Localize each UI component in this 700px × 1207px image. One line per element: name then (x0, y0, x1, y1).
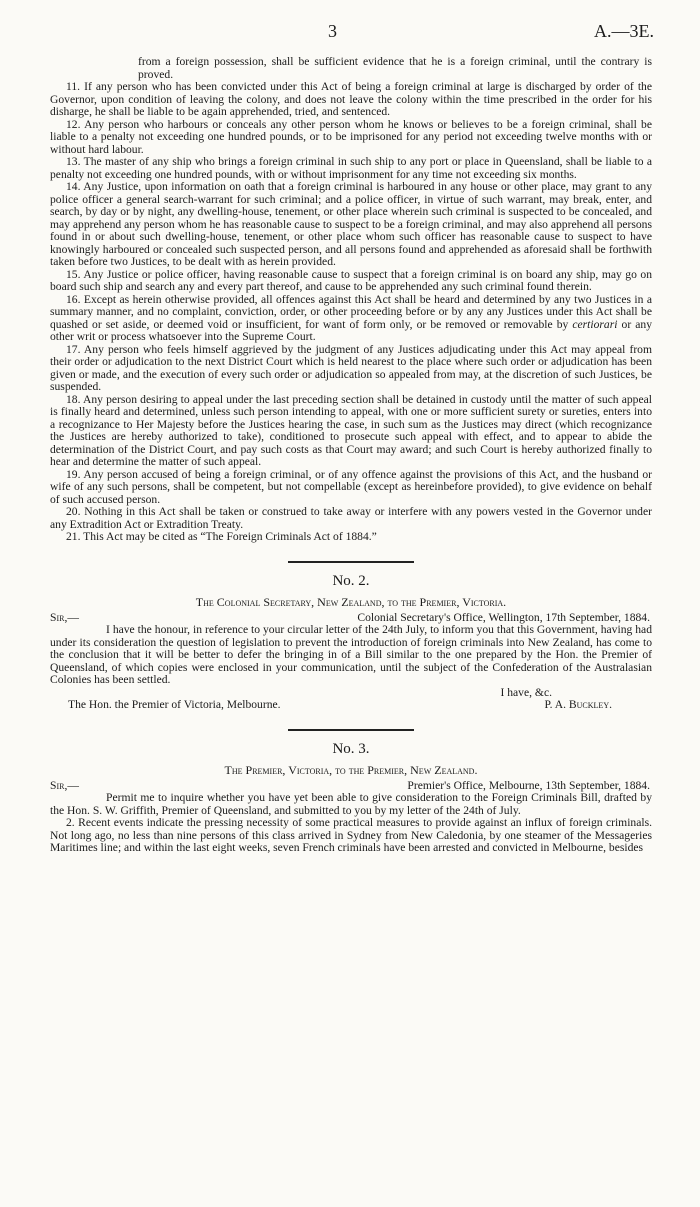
clause-13: 13. The master of any ship who brings a foreign criminal in such ship to any port or place in Queensland, shall be liable to a penalty not exceeding one hundred pounds, with or without imprisonment for any time not exceeding six months. (50, 155, 652, 181)
letter-3-number: No. 3. (332, 740, 370, 757)
section-divider (288, 729, 414, 731)
continuation-text: from a foreign possession, shall be sufficient evidence that he is a foreign criminal, until the contrary is proved. (138, 55, 652, 81)
letter-2-salutation: Sir,— (50, 610, 79, 624)
clause-18: 18. Any person desiring to appeal under the last preceding section shall be detained in custody until the matter of such appeal is finally heard and determined, unless such person intending to appeal, with one or more sufficient surety or sureties, enters into a recognizance to Her Majesty before the Justices hearing the case, in such sum as the Justices may direct (which recognizance the Justices are hereby authorized to take), conditioned to prosecute such appeal with effect, and to appear to abide the determination of the District Court, and pay such costs as that Court may award; and such Court is hereby authorized finally to hear and determine the matter of such appeal. (50, 392, 652, 468)
section-divider (288, 561, 414, 563)
clause-16-text-b: or any other writ or process whatsoever into the Supreme Court. (50, 317, 652, 343)
clause-15: 15. Any Justice or police officer, having reasonable cause to suspect that a foreign criminal is on board any ship, may go on board such ship and search any and every part thereof, and cause to be apprehended any such criminal found therein. (50, 267, 652, 293)
clause-21: 21. This Act may be cited as “The Foreign Criminals Act of 1884.” (66, 530, 377, 543)
clause-11: 11. If any person who has been convicted under this Act of being a foreign criminal at large is discharged by order of the Governor, upon condition of leaving the colony, and does not leave the colony within the time prescribed in the order for his disharge, he shall be liable to be again apprehended, tried, and sentenced. (50, 80, 652, 118)
letter-3-from-to: The Premier, Victoria, to the Premier, New Zealand. (224, 762, 478, 777)
letter-3-paragraph-2: 2. Recent events indicate the pressing necessity of some practical measures to provide against an influx of foreign criminals. Not long ago, no less than nine persons of this class arrived in Sydney from New Caledonia, by one steamer of the Messageries Maritimes line; and within the last eight weeks, seven French criminals have been arrested and convicted in Melbourne, besides (50, 816, 652, 854)
letter-2-closing: I have, &c. (500, 685, 552, 699)
letter-2-body: I have the honour, in reference to your circular letter of the 24th July, to inform you that this Government, having had under its consideration the question of legislation to prevent the introduction of foreign criminals into New Zealand, has come to the conclusion that it will be better to defer the bringing in of a Bill similar to the one prepared by the Hon. the Premier of Queensland, of which copies were enclosed in your communication, until the subject of the Confederation of the Australasian Colonies has been settled. (50, 623, 652, 686)
letter-2-from-to: The Colonial Secretary, New Zealand, to the Premier, Victoria. (195, 594, 507, 609)
letter-2-number: No. 2. (332, 572, 370, 589)
clause-20: 20. Nothing in this Act shall be taken or construed to take away or interfere with any powers vested in the Governor under any Extradition Act or Extradition Treaty. (50, 505, 652, 531)
letter-2-addressee: The Hon. the Premier of Victoria, Melbourne. (68, 698, 281, 711)
letter-2-signature: P. A. Buckley. (544, 698, 612, 711)
letter-3-dateline: Premier's Office, Melbourne, 13th September, 1884. (407, 778, 650, 792)
letter-3-paragraph-1: Permit me to inquire whether you have yet been able to give consideration to the Foreign Criminals Bill, drafted by the Hon. S. W. Griffith, Premier of Queensland, and submitted to you by my letter of the 24th of July. (50, 791, 652, 817)
document-reference: A.—3E. (594, 21, 654, 41)
clause-14: 14. Any Justice, upon information on oath that a foreign criminal is harboured in any house or other place, may grant to any police officer a general search-warrant for such criminal; and a police officer, in virtue of such warrant, may break, enter, and search, by day or by night, any dwelling-house, tenement, or other place wherein such criminal is suspected to be concealed, and may apprehend any person whom he has reasonable cause to suspect to be a foreign criminal, and may also apprehend all persons found in or about such dwelling-house, tenement, or other place whom such officer has reasonable cause to suspect to have knowingly harboured or concealed such suspected person, and all persons found and apprehended as aforesaid shall be forthwith taken before two Justices, to be dealt with as herein provided. (50, 180, 652, 268)
page-number: 3 (328, 21, 337, 41)
letter-2-signoff-row (50, 699, 652, 712)
clause-19: 19. Any person accused of being a foreign criminal, or of any offence against the provisions of this Act, and the husband or wife of any such persons, shall be competent, but not compellable (except as hereinbefore provided), to give evidence on behalf of such accused person. (50, 467, 652, 506)
letter-2-dateline: Colonial Secretary's Office, Wellington, 17th September, 1884. (357, 610, 650, 624)
letter-3-salutation: Sir,— (50, 778, 79, 792)
document-page (50, 0, 652, 855)
clause-16-text-a: 16. Except as herein otherwise provided, all offences against this Act shall be heard and determined by any two Justices in a summary manner, and no complaint, conviction, order, or other proceeding before or by any any Justices under this Act shall be quashed or set aside, or deemed void or insufficient, for want of form only, or be removed or removable by (50, 292, 652, 331)
clause-17: 17. Any person who feels himself aggrieved by the judgment of any Justices adjudicating under this Act may appeal from their order or adjudication to the next District Court which is held nearest to the place where such order or adjudication has been given or made, and the execution of every such order or adjudication so appealed from may, at the discretion of such Justices, be suspended. (50, 342, 652, 393)
clause-16 (50, 294, 652, 344)
clause-12: 12. Any person who harbours or conceals any other person whom he knows or believes to be a foreign criminal, shall be liable to a penalty not exceeding one hundred pounds, or to be imprisoned for any period not exceeding twelve months with or without hard labour. (50, 117, 652, 156)
page-header (50, 0, 652, 56)
clause-16-italic: certiorari (572, 317, 618, 331)
